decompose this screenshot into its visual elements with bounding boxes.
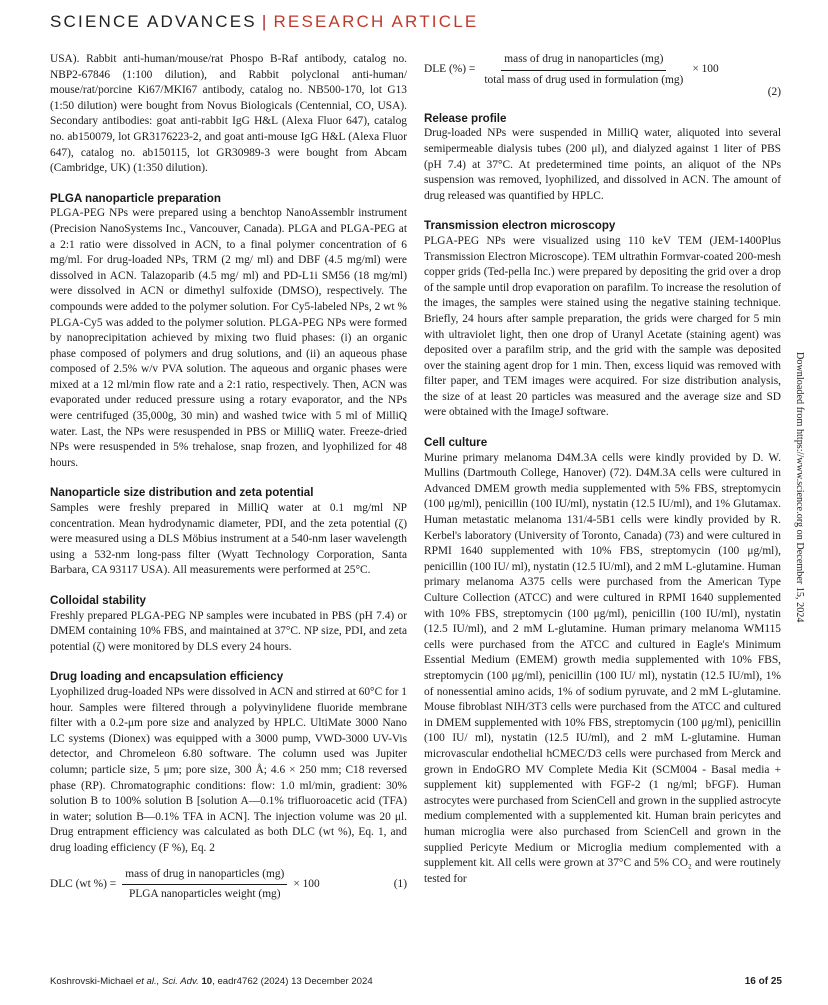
heading-tem: Transmission electron microscopy [424, 219, 616, 233]
right-column [424, 52, 781, 887]
citation-etal: et al., [133, 976, 162, 987]
heading-colloidal-stability: Colloidal stability [50, 594, 146, 607]
page-number: 16 of 25 [744, 976, 782, 987]
heading-drug-loading: Drug loading and encapsulation efficiency [50, 670, 284, 684]
equation-dle-denominator: total mass of drug used in formulation (mg) [484, 73, 684, 86]
equation-dlc-denominator: PLGA nanoparticles weight (mg) [129, 888, 281, 901]
citation-journal: Sci. Adv. [161, 976, 199, 987]
equation-dlc-numerator: mass of drug in nanoparticles (mg) [122, 867, 287, 886]
download-watermark: Downloaded from https://www.science.org on December 15, 2024 [794, 352, 805, 623]
citation [50, 976, 373, 987]
equation-dle-fraction [481, 52, 686, 88]
equation-dlc-fraction [122, 867, 287, 903]
paragraph-colloidal-stability: Freshly prepared PLGA-PEG NP samples were incubated in PBS (pH 7.4) or DMEM containing 10% FBS, and maintained at 37°C. NP size, PDI, and zeta potential (ζ) were monitored by DLS every 24 hours. [50, 609, 407, 653]
journal-name: SCIENCE ADVANCES [50, 12, 257, 31]
heading-size-distribution: Nanoparticle size distribution and zeta potential [50, 486, 314, 500]
citation-rest: , eadr4762 (2024) 13 December 2024 [212, 976, 373, 987]
equation-dlc [50, 867, 407, 903]
heading-plga-preparation: PLGA nanoparticle preparation [50, 191, 221, 205]
citation-volume: 10 [198, 976, 213, 987]
heading-release-profile: Release profile [424, 111, 507, 125]
equation-dlc-lhs: DLC (wt %) = [50, 877, 117, 890]
equation-dlc-multiplier: × 100 [293, 877, 320, 890]
citation-authors: Koshrovski-Michael [50, 976, 134, 987]
journal-header [50, 12, 478, 32]
paragraph-plga-preparation: PLGA-PEG NPs were prepared using a benchtop NanoAssemblr instrument (Precision NanoSystems Inc., Vancouver, Canada). PLGA and PLGA-PEG at a 2:1 ratio were dissolved in ACN, to a final polymer concentration of 6 mg/ml. For drug-loaded NPs, TRM (2 mg/ ml) and DBF (4.5 mg/ml) were dissolved in ACN. Talazoparib (4.5 mg/ ml) and PD-L1i SM56 (18 mg/ml) were dissolved in ACN or dimethyl sulfoxide (DMSO), respectively. The compounds were added to the polymer solution. For Cy5-labeled NPs, 2 wt % PLGA-Cy5 was added to the polymer solution. PLGA-PEG NPs were formed by nanoprecipitation achieved by mixing two fluid phases: (i) an organic phase composed of polymers and drug solutions, and (ii) an aqueous phase composed of 2.5% w/v PVA solution. The aqueous and organic phases were mixed at a 12 ml/min flow rate and a 2:1 ratio, respectively. Then, ACN was evaporated under reduced pressure using a rotary evaporator, and the NPs were centrifuged (35,000g, 30 min) and washed twice with 5 ml of MilliQ water. Last, the NPs were resuspended in PBS or MilliQ water. Freeze-dried NPs were resuspended in 5% trehalose, snap frozen, and lyophilized for 48 hours. [50, 207, 407, 469]
paragraph-release-profile: Drug-loaded NPs were suspended in MilliQ water, aliquoted into several semipermeable dialysis tubes (200 μl), and dialyzed against 1 liter of PBS (pH 7.4) at 37°C. At predetermined time points, an aliquot of the NPs suspension was removed, lyophilized, and dissolved in ACN. The amount of drug released was quantified by HPLC. [424, 127, 781, 202]
paragraph-antibodies: USA). Rabbit anti-human/mouse/rat Phospo B-Raf antibody, catalog no. NBP2-67846 (1:100 dilution), and Rabbit polyclonal anti-human/ mouse/rat/porcine Ki67/MKI67 antibody, catalog no. NB500-170, lot G13 (1:50 dilution) were bought from Novus Biologicals (Centennial, CO, USA). Secondary antibodies: goat anti-rabbit IgG H&L (Alexa Fluor 647), catalog no. ab150079, lot GR3176223-2, and goat anti-mouse IgG H&L (Alexa Fluor 647), catalog no. ab150115, lot GR30989-3 were bought from Abcam (Cambridge, UK) (1:350 dilution). [50, 53, 407, 175]
page-footer [50, 976, 782, 987]
equation-dlc-number: (1) [393, 877, 407, 890]
equation-dle [424, 52, 781, 88]
equation-dle-numerator: mass of drug in nanoparticles (mg) [501, 52, 666, 71]
article-type: RESEARCH ARTICLE [273, 12, 479, 31]
equation-dle-number: (2) [767, 86, 781, 99]
paragraph-size-distribution: Samples were freshly prepared in MilliQ water at 0.1 mg/ml NP concentration. Mean hydrodynamic diameter, PDI, and the zeta potential (ζ) were measured using a DLS Möbius instrument at a 540-nm laser wavelength using a 532-nm long-pass filter (Wyatt Technology Corporation, Santa Barbara, CA 93117 USA). All measurements were performed at 25°C. [50, 502, 407, 577]
left-column [50, 52, 407, 903]
equation-dle-lhs: DLE (%) = [424, 63, 476, 76]
paragraph-cell-culture: Murine primary melanoma D4M.3A cells were kindly provided by D. W. Mullins (Dartmouth College, Hanover) (72). D4M.3A cells were cultured in Advanced DMEM growth media supplemented with 5% FBS, streptomycin (100 μg/ml), penicillin (100 IU/ml), nystatin (12.5 IU/ml), and 1% Glutamax. Human metastatic melanoma 131/4-5B1 cells were kindly provided by R. Kerbel's laboratory (University of Toronto, Canada) (73) and were cultured in RPMI 1640 supplemented with 10% FBS, streptomycin (100 μg/ml), penicillin (100 IU/ ml), nystatin (12.5 IU/ml), and 2 mM L-glutamine. Human primary melanoma A375 cells were purchased from the American Type Culture Collection (ATCC) and were cultured in RPMI 1640 supplemented with 10% FBS, streptomycin (100 μg/ml), penicillin (100 IU/ml), nystatin (12.5 IU/ml), and 2 mM L-glutamine. Human primary melanoma WM115 cells were purchased from the ATCC and cultured in Eagle's Minimum Essential Medium (EMEM) growth media supplemented with 10% FBS, streptomycin (100 μg/ml), penicillin (100 IU/ ml), nystatin (12.5 IU/ml), 1% of nonessential amino acids, 1% of sodium pyruvate, and 2 mM L-glutamine. Mouse fibroblast NIH/3T3 cells were purchased from the ATCC and cultured in DMEM supplemented with 10% FBS, streptomycin (100 μg/ml), penicillin (100 IU/ ml), nystatin (12.5 IU/ml), and 2 mM L-glutamine. Human microvascular endothelial hCMEC/D3 cells were purchased from Merck and grown in EndoGRO MV Complete Media Kit (SCM004 - Basal media + supplement kit) supplemented with FGF-2 (1 ng/ml; bFGF). Human astrocytes were purchased from ScienCell and grown in the supplied astrocyte medium complemented with a supplemented kit. Human brain pericytes and human microglia were also purchased from ScienCell and grown in the supplied Pericyte Medium or Microglia medium complemented with a supplement kit. All cells were grown at 37°C and 5% CO₂ and were routinely tested for [424, 451, 781, 885]
heading-cell-culture: Cell culture [424, 436, 488, 450]
paragraph-drug-loading: Lyophilized drug-loaded NPs were dissolved in ACN and stirred at 60°C for 1 hour. Samples were filtered through a polyvinylidene fluoride membrane filter with a 0.2-μm pore size and analyzed by HPLC. UltiMate 3000 Nano LC systems (Dionex) was equipped with a 3000 pump, VWD-3000 UV-Vis detector, and Chromeleon 6.80 software. The column used was Jupiter column; particle size, 5 μm; pore size, 300 Å; 4.6 × 250 mm; C18 reversed phase (RP). Chromatographic conditions: flow: 1.0 ml/min, gradient: 30% solution B to 100% solution B [solution A—0.1% trifluoroacetic acid (TFA) in water; solution B—0.1% TFA in ACN]. The injection volume was 20 μl. Drug entrapment efficiency was calculated as both DLC (wt %), Eq. 1, and drug loading efficiency (F %), Eq. 2 [50, 685, 407, 854]
paragraph-tem: PLGA-PEG NPs were visualized using 110 keV TEM (JEM-1400Plus Transmission Electron Microscope). TEM ultrathin Formvar-coated 200-mesh copper grids (Ted-pella Inc.) were prepared by depositing the grid over a drop of the sample until drop evaporation on parafilm. To increase the resolution of the images, the samples were stained using the negative staining technique. Briefly, 24 hours after sample preparation, the grids were charged for 5 min with ultraviolet light, then one drop of Uranyl Acetate (staining agent) was deposited over a parafilm strip, and the grid with the sample was deposited over the staining agent drop for 1 min. Then, excess liquid was removed with filter paper, and TEM images were acquired. For size distribution analysis, the size of at least 20 particles was measured and the average size and SD were obtained with the ImageJ software. [424, 234, 781, 419]
header-separator: | [261, 12, 269, 31]
equation-dle-multiplier: × 100 [692, 63, 719, 76]
